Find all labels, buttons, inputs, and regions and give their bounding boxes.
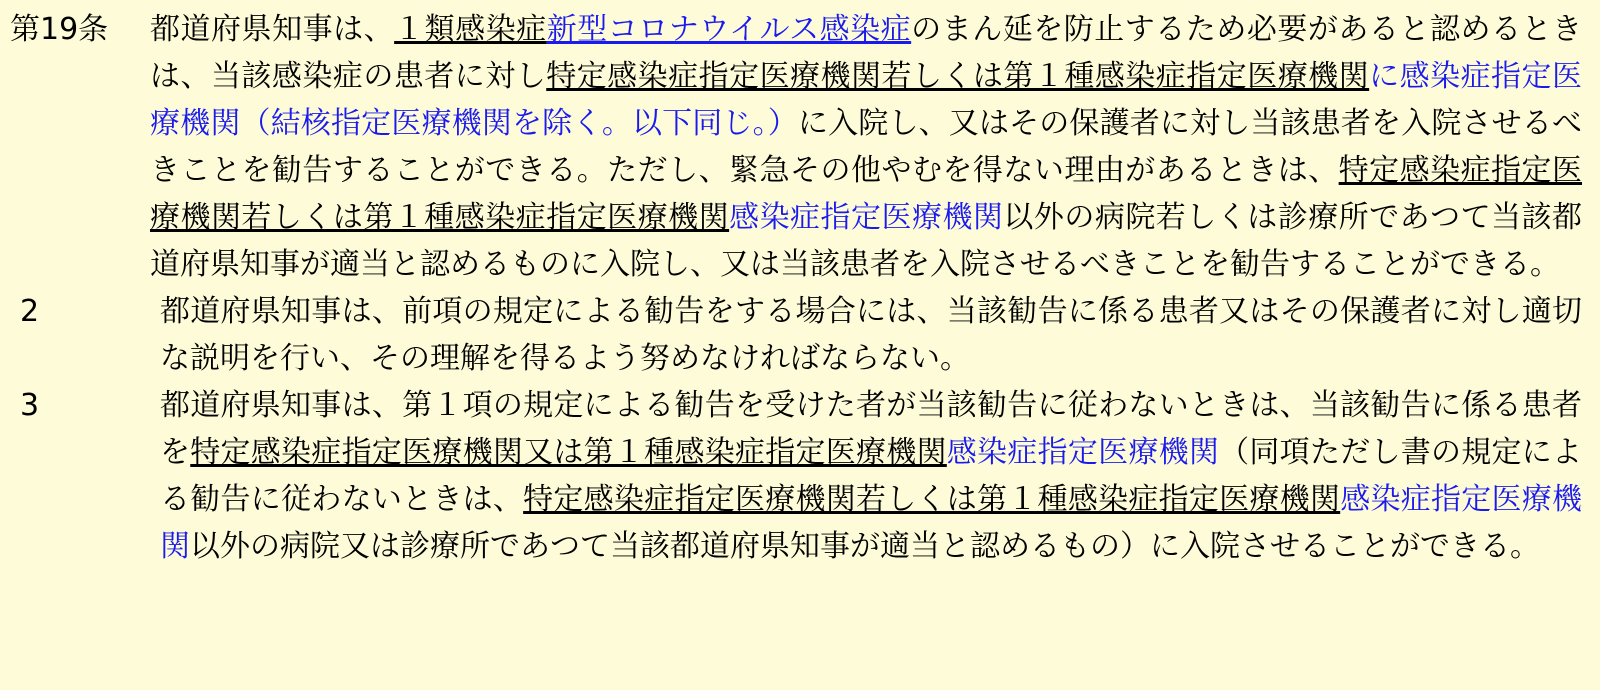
text-segment: （同項ただし書の規定による勧告に従わないときは、 — [160, 435, 1583, 517]
text-segment-deleted: １類感染症 — [394, 12, 547, 47]
article-label-19: 第19条 — [10, 12, 109, 47]
article-label-2: 2 — [20, 294, 40, 329]
article-block-19 — [10, 6, 1582, 288]
text-segment-added: 新型コロナウイルス感染症 — [546, 12, 912, 47]
text-segment-added: 感染症指定医療機関 — [946, 435, 1220, 470]
article-block-3 — [10, 382, 1582, 570]
article-body-19 — [150, 6, 1582, 288]
text-segment: 都道府県知事は、第１項の規定による勧告を受けた者が当該勧告に従わないときは、当該勧告に係る患者を — [160, 388, 1582, 470]
text-segment: 都道府県知事は、 — [150, 12, 395, 47]
text-segment-added: に感染症指定医療機関（結核指定医療機関を除く。以下同じ。） — [150, 59, 1583, 141]
text-segment: 都道府県知事は、前項の規定による勧告をする場合には、当該勧告に係る患者又はその保護者に対し適切な説明を行い、その理解を得るよう努めなければならない。 — [160, 294, 1582, 376]
text-segment-added: 感染症指定医療機関 — [160, 482, 1583, 564]
text-segment-deleted: 特定感染症指定医療機関又は第１種感染症指定医療機関 — [190, 435, 947, 470]
text-segment: 以外の病院又は診療所であつて当該都道府県知事が適当と認めるもの）に入院させることができる。 — [190, 529, 1540, 564]
article-body-2 — [160, 288, 1582, 382]
text-segment: のまん延を防止するため必要があると認めるときは、当該感染症の患者に対し — [150, 12, 1583, 94]
text-segment-deleted: 特定感染症指定医療機関若しくは第１種感染症指定医療機関 — [523, 482, 1341, 517]
text-segment-deleted: 特定感染症指定医療機関若しくは第１種感染症指定医療機関 — [150, 153, 1583, 235]
article-label-3: 3 — [20, 388, 40, 423]
article-block-2 — [10, 288, 1582, 382]
text-segment: に入院し、又はその保護者に対し当該患者を入院させるべきことを勧告することができる。ただし、緊急その他やむを得ない理由があるときは、 — [150, 106, 1583, 188]
text-segment-added: 感染症指定医療機関 — [729, 200, 1004, 235]
article-body-3 — [160, 382, 1582, 570]
text-segment: 以外の病院若しくは診療所であつて当該都道府県知事が適当と認めるものに入院し、又は当該患者を入院させるべきことを勧告することができる。 — [150, 200, 1583, 282]
text-segment-deleted: 特定感染症指定医療機関若しくは第１種感染症指定医療機関 — [546, 59, 1370, 94]
